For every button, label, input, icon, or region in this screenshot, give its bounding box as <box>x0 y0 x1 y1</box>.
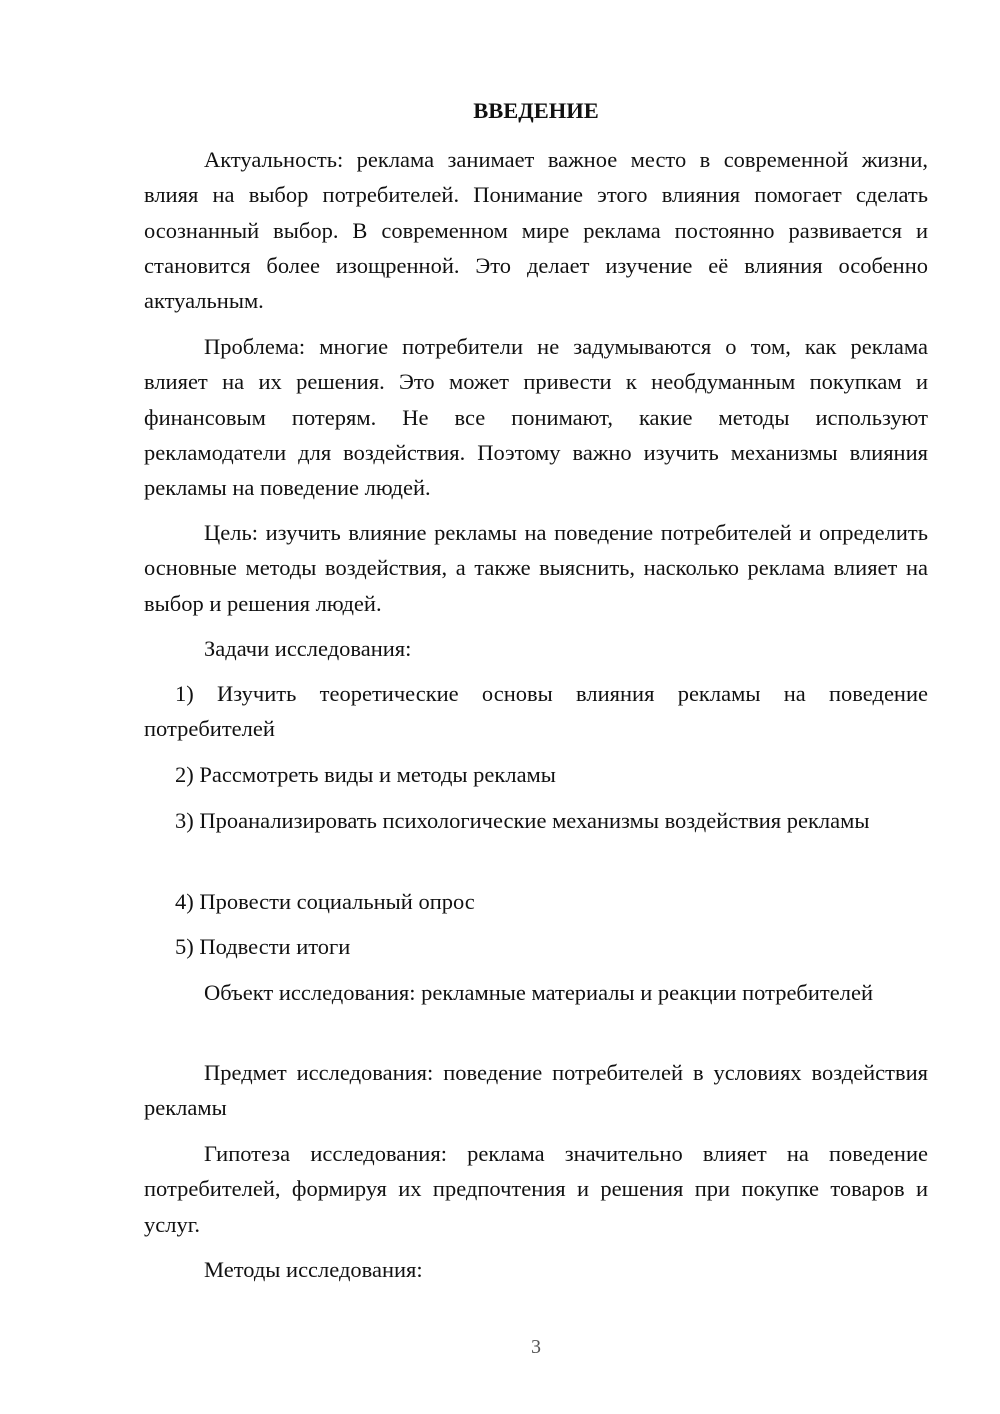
problem-paragraph: Проблема: многие потребители не задумываются о том, как реклама влияет на их решения. Это может привести к необдуманным покупкам и финансовым потерям. Не все понимают, какие методы используют рекламодатели для воздействия. Поэтому важно изучить механизмы влияния рекламы на поведение людей. <box>144 334 928 501</box>
hypothesis-paragraph: Гипотеза исследования: реклама значительно влияет на поведение потребителей, формируя их предпочтения и решения при покупке товаров и услуг. <box>144 1141 928 1237</box>
relevance-paragraph: Актуальность: реклама занимает важное место в современной жизни, влияя на выбор потребителей. Понимание этого влияния помогает сделать осознанный выбор. В современном мире реклама постоянно развивается и становится более изощренной. Это делает изучение её влияния особенно актуальным. <box>144 147 928 314</box>
page-number: 3 <box>531 1336 541 1358</box>
task-item-4: 4) Провести социальный опрос <box>175 889 475 914</box>
task-item-1: 1) Изучить теоретические основы влияния рекламы на поведение потребителей <box>144 681 928 742</box>
methods-heading: Методы исследования: <box>204 1257 423 1282</box>
task-item-2: 2) Рассмотреть виды и методы рекламы <box>175 762 556 787</box>
tasks-heading: Задачи исследования: <box>204 636 412 661</box>
task-item-3: 3) Проанализировать психологические механизмы воздействия рекламы <box>175 808 870 833</box>
object-paragraph: Объект исследования: рекламные материалы и реакции потребителей <box>204 980 873 1005</box>
task-item-5: 5) Подвести итоги <box>175 934 351 959</box>
goal-paragraph: Цель: изучить влияние рекламы на поведение потребителей и определить основные методы воздействия, а также выяснить, насколько реклама влияет на выбор и решения людей. <box>144 520 928 616</box>
subject-paragraph: Предмет исследования: поведение потребителей в условиях воздействия рекламы <box>144 1060 928 1121</box>
section-heading: ВВЕДЕНИЕ <box>473 98 599 123</box>
